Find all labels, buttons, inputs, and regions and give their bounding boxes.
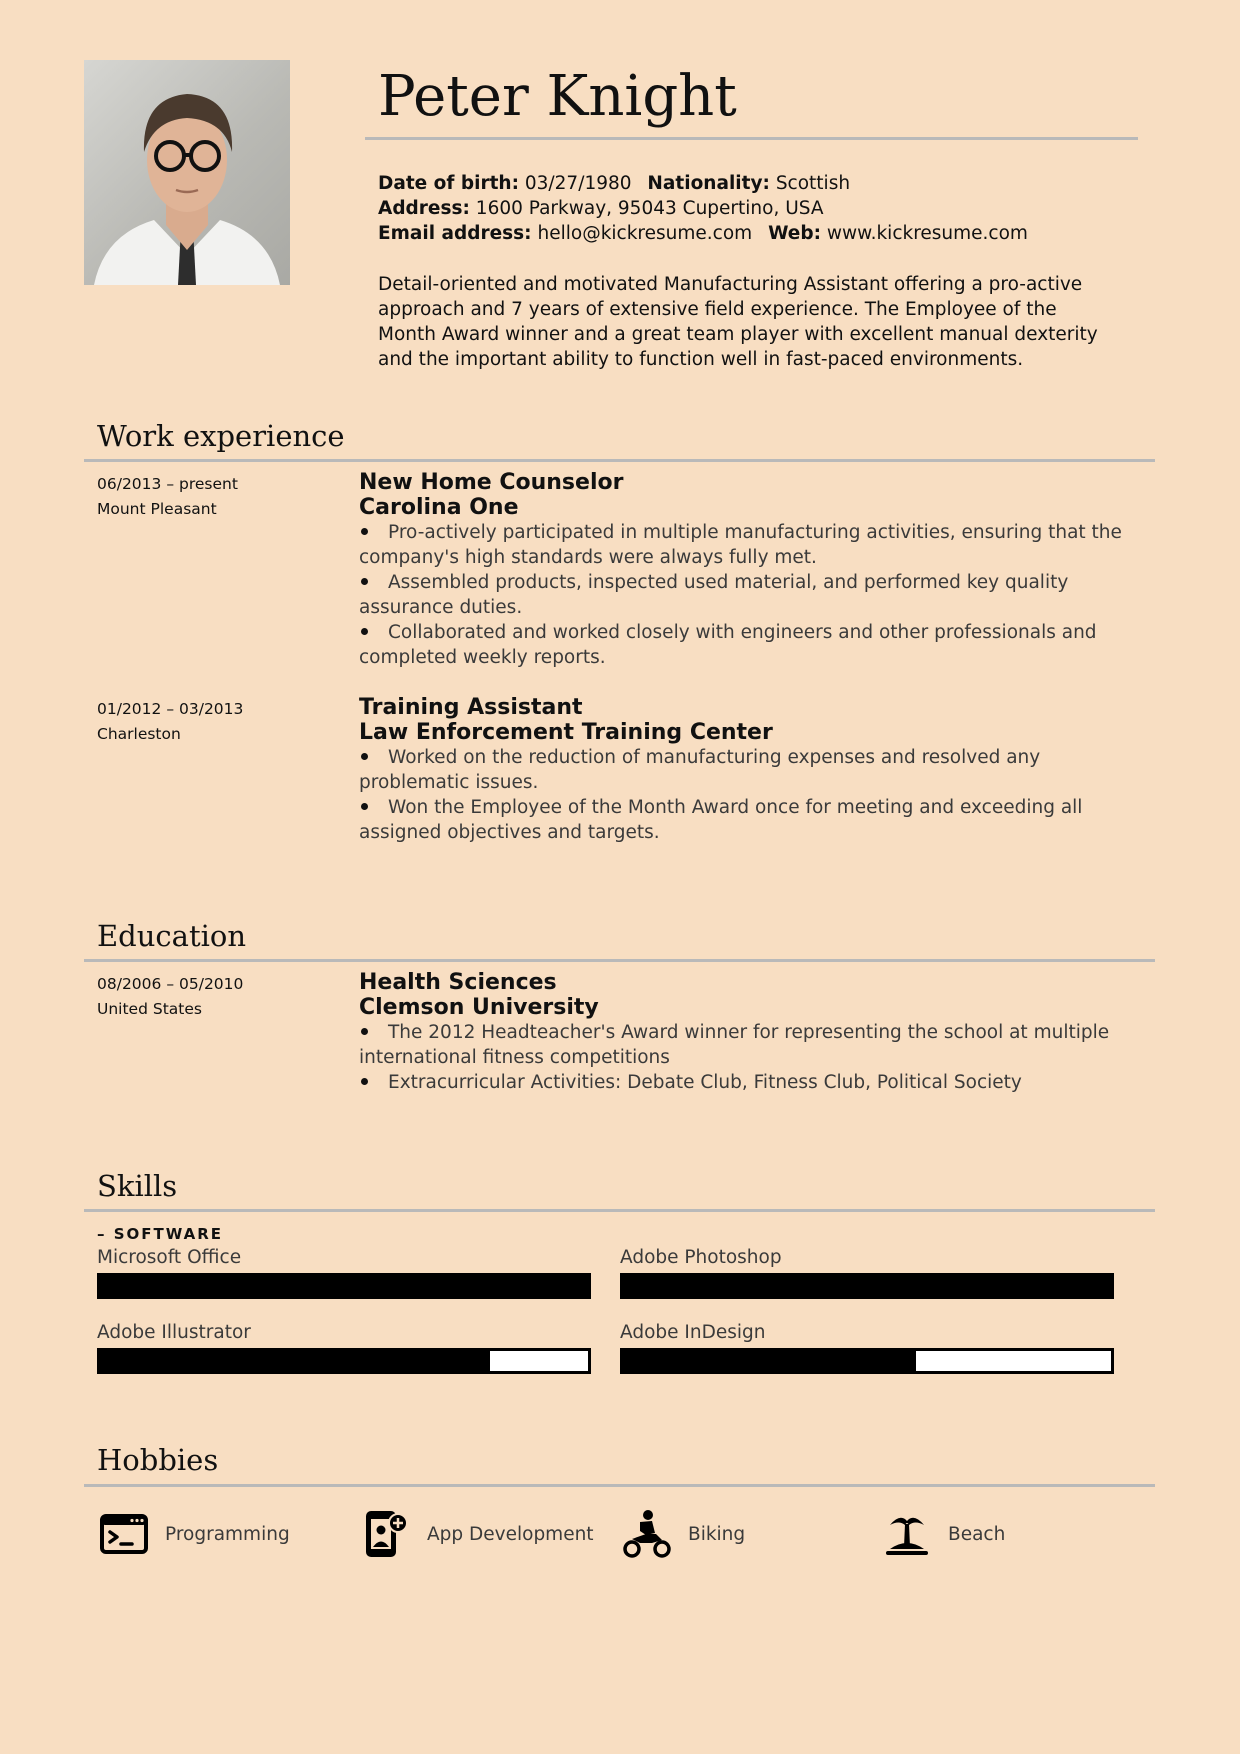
skill-level-bar — [97, 1273, 591, 1299]
education-bullets — [359, 1020, 1139, 1095]
hobby-label: Beach — [948, 1523, 1006, 1545]
list-item: Collaborated and worked closely with engineers and other professionals and completed weekly reports. — [359, 622, 1097, 668]
education-dates: 08/2006 – 05/2010 — [97, 975, 244, 993]
education-entry — [359, 970, 1139, 1095]
header-divider — [365, 137, 1138, 140]
skill-level-fill — [100, 1276, 588, 1296]
list-item: Worked on the reduction of manufacturing expenses and resolved any problematic issues. — [359, 747, 1041, 793]
list-item: Won the Employee of the Month Award once for meeting and exceeding all assigned objectives and targets. — [359, 797, 1083, 843]
skill-name: Adobe Illustrator — [97, 1322, 251, 1343]
work-entry-meta — [97, 472, 238, 522]
school-name: Clemson University — [359, 995, 599, 1020]
personal-info — [378, 171, 1138, 246]
profile-summary: Detail-oriented and motivated Manufacturing Assistant offering a pro-active approach and 7 years of extensive field experience. The Employee of the Month Award winner and a great team player with excellent manual dexterity and the important ability to function well in fast-paced environments. — [378, 274, 1098, 370]
skill-name: Microsoft Office — [97, 1247, 242, 1268]
work-entry — [359, 470, 1139, 670]
mobile-app-icon — [361, 1509, 411, 1559]
hobby-item — [882, 1508, 1005, 1560]
education-section-title: Education — [97, 919, 247, 953]
hobbies-section-title: Hobbies — [97, 1443, 219, 1477]
skill-level-fill — [623, 1276, 1111, 1296]
nationality-label: Nationality: — [647, 173, 770, 194]
list-item: Pro-actively participated in multiple manufacturing activities, ensuring that the company's high standards were always fully met. — [359, 522, 1122, 568]
motorbike-icon — [622, 1509, 672, 1559]
list-item: The 2012 Headteacher's Award winner for representing the school at multiple international fitness competitions — [359, 1022, 1110, 1068]
skill-level-fill — [100, 1351, 490, 1371]
palm-island-icon — [882, 1509, 932, 1559]
bullet-icon — [361, 578, 368, 585]
skills-section-title: Skills — [97, 1169, 178, 1203]
terminal-window-icon — [99, 1509, 149, 1559]
hobby-item — [361, 1508, 594, 1560]
skill-group-label: – SOFTWARE — [97, 1225, 224, 1243]
candidate-name: Peter Knight — [378, 64, 737, 129]
hobbies-divider — [84, 1484, 1155, 1487]
web-link[interactable]: www.kickresume.com — [826, 223, 1028, 244]
nationality-value: Scottish — [775, 173, 851, 194]
work-dates: 06/2013 – present — [97, 475, 238, 493]
dob-value: 03/27/1980 — [524, 173, 632, 194]
bullet-icon — [361, 803, 368, 810]
job-bullets — [359, 520, 1139, 670]
degree-title: Health Sciences — [359, 970, 557, 995]
hobby-label: Biking — [688, 1523, 746, 1545]
work-location: Charleston — [97, 725, 181, 743]
list-item: Assembled products, inspected used material, and performed key quality assurance duties. — [359, 572, 1069, 618]
bullet-icon — [361, 753, 368, 760]
skill-level-bar — [97, 1348, 591, 1374]
hobby-label: App Development — [427, 1523, 594, 1545]
education-entry-meta — [97, 972, 243, 1022]
hobby-item — [622, 1508, 745, 1560]
work-entry — [359, 695, 1139, 845]
employer-name: Law Enforcement Training Center — [359, 720, 773, 745]
profile-photo — [84, 60, 290, 285]
bullet-icon — [361, 628, 368, 635]
hobby-item — [99, 1508, 290, 1560]
job-bullets — [359, 745, 1139, 845]
education-location: United States — [97, 1000, 202, 1018]
skill-name: Adobe Photoshop — [620, 1247, 782, 1268]
education-divider — [84, 959, 1155, 962]
bullet-icon — [361, 1028, 368, 1035]
address-label: Address: — [378, 198, 470, 219]
skill-level-fill — [623, 1351, 916, 1371]
dob-label: Date of birth: — [378, 173, 519, 194]
email-link[interactable]: hello@kickresume.com — [537, 223, 753, 244]
job-title: Training Assistant — [359, 695, 583, 720]
employer-name: Carolina One — [359, 495, 519, 520]
bullet-icon — [361, 1078, 368, 1085]
work-dates: 01/2012 – 03/2013 — [97, 700, 244, 718]
skill-level-bar — [620, 1273, 1114, 1299]
work-section-title: Work experience — [97, 419, 345, 453]
skills-divider — [84, 1209, 1155, 1212]
skill-level-bar — [620, 1348, 1114, 1374]
email-label: Email address: — [378, 223, 532, 244]
skill-item — [97, 1245, 591, 1299]
skill-item — [620, 1320, 1114, 1374]
work-entry-meta — [97, 697, 243, 747]
web-label: Web: — [768, 223, 821, 244]
portrait-photo-icon — [84, 60, 290, 285]
skill-item — [97, 1320, 591, 1374]
skill-name: Adobe InDesign — [620, 1322, 766, 1343]
bullet-icon — [361, 528, 368, 535]
job-title: New Home Counselor — [359, 470, 624, 495]
skill-item — [620, 1245, 1114, 1299]
work-location: Mount Pleasant — [97, 500, 217, 518]
work-divider — [84, 459, 1155, 462]
address-value: 1600 Parkway, 95043 Cupertino, USA — [475, 198, 824, 219]
list-item: Extracurricular Activities: Debate Club, Fitness Club, Political Society — [359, 1070, 1139, 1095]
hobby-label: Programming — [165, 1523, 290, 1545]
